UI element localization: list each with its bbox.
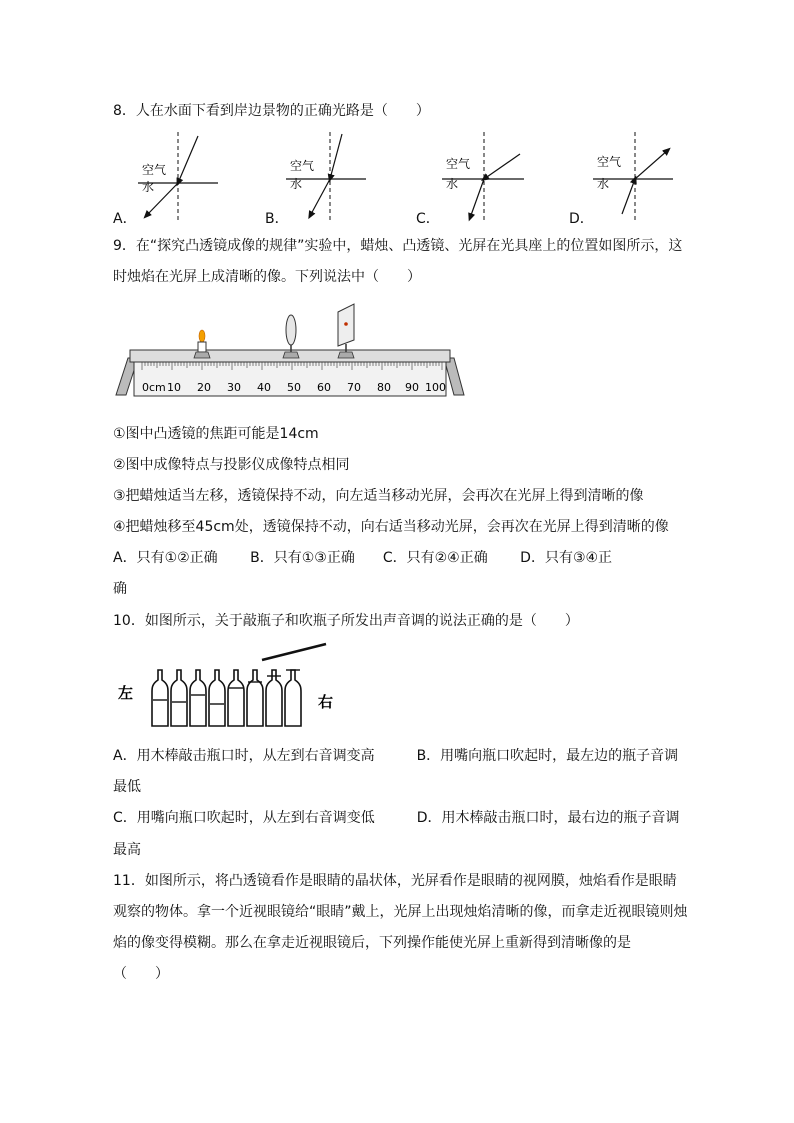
q9-options-wrap: 确 — [113, 581, 127, 597]
q10-option-d-wrap: 最高 — [113, 842, 141, 858]
bottles — [152, 670, 301, 726]
bottle — [209, 670, 225, 726]
right-label: 右 — [318, 693, 334, 711]
q11-line3: 焰的像变得模糊。那么在拿走近视眼镜后，下列操作能使光屏上重新得到清晰像的是 — [113, 935, 631, 951]
air-label: 空气 — [597, 155, 622, 169]
q10-option-cd: C．用嘴向瓶口吹起时，从左到右音调变低 D．用木棒敲击瓶口时，最右边的瓶子音调 — [113, 810, 680, 826]
q9-statement-1: ①图中凸透镜的焦距可能是14cm — [113, 426, 319, 442]
q8-diagram-b — [286, 132, 366, 220]
ruler-label: 100 — [425, 381, 446, 394]
water-label: 水 — [597, 177, 610, 191]
bottles-figure — [112, 640, 352, 740]
ruler-label: 0cm — [142, 381, 166, 394]
ruler-label: 80 — [377, 381, 391, 394]
q9-stem-line1: 9．在“探究凸透镜成像的规律”实验中，蜡烛、凸透镜、光屏在光具座上的位置如图所示，这 — [113, 238, 683, 254]
bottle — [152, 670, 168, 726]
q8-diagram-a — [138, 132, 218, 220]
optical-bench-figure — [114, 300, 470, 400]
q11-line1: 11．如图所示，将凸透镜看作是眼睛的晶状体，光屏看作是眼睛的视网膜，烛焰看作是眼睛 — [113, 873, 677, 889]
air-label: 空气 — [290, 159, 315, 173]
bottle — [228, 670, 244, 726]
bottle — [171, 670, 187, 726]
air-label: 空气 — [142, 163, 167, 177]
q9-statement-2: ②图中成像特点与投影仪成像特点相同 — [113, 457, 350, 473]
q8-option-d: D． — [569, 211, 594, 227]
ruler-label: 70 — [347, 381, 361, 394]
q9-stem-line2: 时烛焰在光屏上成清晰的像。下列说法中（ ） — [113, 269, 421, 285]
ruler-label: 50 — [287, 381, 301, 394]
candle-icon — [194, 330, 210, 358]
ruler-label: 40 — [257, 381, 271, 394]
q9-options: A．只有①②正确 B．只有①③正确 C．只有②④正确 D．只有③④正 — [113, 550, 613, 566]
q10-stem: 10．如图所示，关于敲瓶子和吹瓶子所发出声音调的说法正确的是（ ） — [113, 613, 579, 629]
bottle — [190, 670, 206, 726]
left-label: 左 — [118, 684, 134, 702]
q8-option-c: C． — [416, 211, 440, 227]
q10-option-ab: A．用木棒敲击瓶口时，从左到右音调变高 B．用嘴向瓶口吹起时，最左边的瓶子音调 — [113, 748, 679, 764]
q8-diagrams — [110, 130, 700, 230]
q8-diagram-d — [593, 132, 673, 220]
q8-stem: 8．人在水面下看到岸边景物的正确光路是（ ） — [113, 103, 430, 119]
bottle — [266, 670, 282, 726]
water-label: 水 — [446, 177, 459, 191]
wooden-stick — [262, 644, 326, 660]
bottle — [285, 670, 301, 726]
ruler-label: 90 — [405, 381, 419, 394]
ruler-label: 60 — [317, 381, 331, 394]
q8-diagram-c — [442, 132, 524, 220]
air-label: 空气 — [446, 157, 471, 171]
ruler-label: 10 — [167, 381, 181, 394]
water-label: 水 — [142, 180, 155, 194]
q10-option-b-wrap: 最低 — [113, 779, 141, 795]
q9-statement-3: ③把蜡烛适当左移，透镜保持不动，向左适当移动光屏，会再次在光屏上得到清晰的像 — [113, 488, 644, 504]
q8-option-b: B． — [265, 211, 289, 227]
bottle — [247, 670, 263, 726]
q8-option-a: A． — [113, 211, 137, 227]
ruler-label: 20 — [197, 381, 211, 394]
q11-line2: 观察的物体。拿一个近视眼镜给“眼睛”戴上，光屏上出现烛焰清晰的像，而拿走近视眼镜则烛 — [113, 904, 688, 920]
q9-statement-4: ④把蜡烛移至45cm处，透镜保持不动，向右适当移动光屏，会再次在光屏上得到清晰的像 — [113, 519, 669, 535]
q11-line4: （ ） — [113, 966, 169, 982]
water-label: 水 — [290, 177, 303, 191]
ruler-label: 30 — [227, 381, 241, 394]
